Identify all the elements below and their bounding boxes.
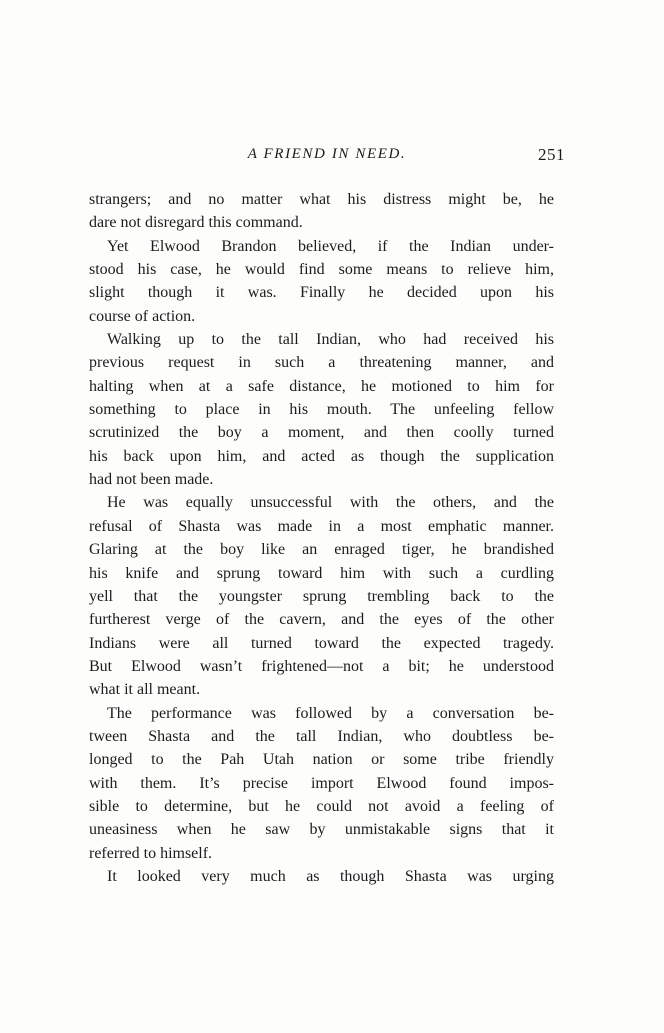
text-line: scrutinized the boy a moment, and then coolly turned	[89, 424, 554, 442]
page-number: 251	[538, 145, 565, 164]
text-line: uneasiness when he saw by unmistakable signs that it	[89, 821, 554, 839]
text-line: something to place in his mouth. The unfeeling fellow	[89, 401, 554, 419]
text-line: dare not disregard this command.	[89, 214, 303, 232]
paragraph-first-line: It looked very much as though Shasta was urging	[107, 867, 554, 885]
paragraph-first-line: Walking up to the tall Indian, who had received his	[107, 331, 554, 349]
text-line: course of action.	[89, 307, 196, 325]
text-line: referred to himself.	[89, 844, 213, 862]
text-line: Indians were all turned toward the expected tragedy.	[89, 634, 554, 652]
text-line: strangers; and no matter what his distress might be, he	[89, 191, 554, 208]
text-line: slight though it was. Finally he decided upon his	[89, 284, 554, 302]
text-line: But Elwood wasn’t frightened—not a bit; he understood	[89, 657, 554, 675]
paragraph-first-line: Yet Elwood Brandon believed, if the Indian under-	[107, 237, 554, 255]
text-line: furtherest verge of the cavern, and the eyes of the other	[89, 611, 554, 629]
paragraph-first-line: He was equally unsuccessful with the others, and the	[107, 494, 554, 512]
text-line: his back upon him, and acted as though the supplication	[89, 447, 554, 465]
text-line: with them. It’s precise import Elwood found impos-	[89, 774, 554, 792]
paragraph-first-line: The performance was followed by a conversation be-	[107, 704, 554, 722]
text-line: previous request in such a threatening manner, and	[89, 354, 554, 372]
text-line: longed to the Pah Utah nation or some tribe friendly	[89, 751, 554, 769]
text-line: his knife and sprung toward him with such a curdling	[89, 564, 554, 582]
running-header	[89, 146, 565, 170]
text-line: had not been made.	[89, 471, 214, 489]
text-line: what it all meant.	[89, 681, 201, 699]
text-line: stood his case, he would find some means to relieve him,	[89, 261, 554, 279]
text-line: yell that the youngster sprung trembling back to the	[89, 587, 554, 605]
running-title: A FRIEND IN NEED.	[247, 146, 407, 162]
text-line: tween Shasta and the tall Indian, who doubtless be-	[89, 727, 554, 745]
text-line: sible to determine, but he could not avoid a feeling of	[89, 797, 554, 815]
text-line: refusal of Shasta was made in a most emphatic manner.	[89, 517, 554, 535]
text-line: halting when at a safe distance, he motioned to him for	[89, 377, 554, 395]
body-text	[89, 188, 554, 888]
text-line: Glaring at the boy like an enraged tiger, he brandished	[89, 541, 554, 559]
